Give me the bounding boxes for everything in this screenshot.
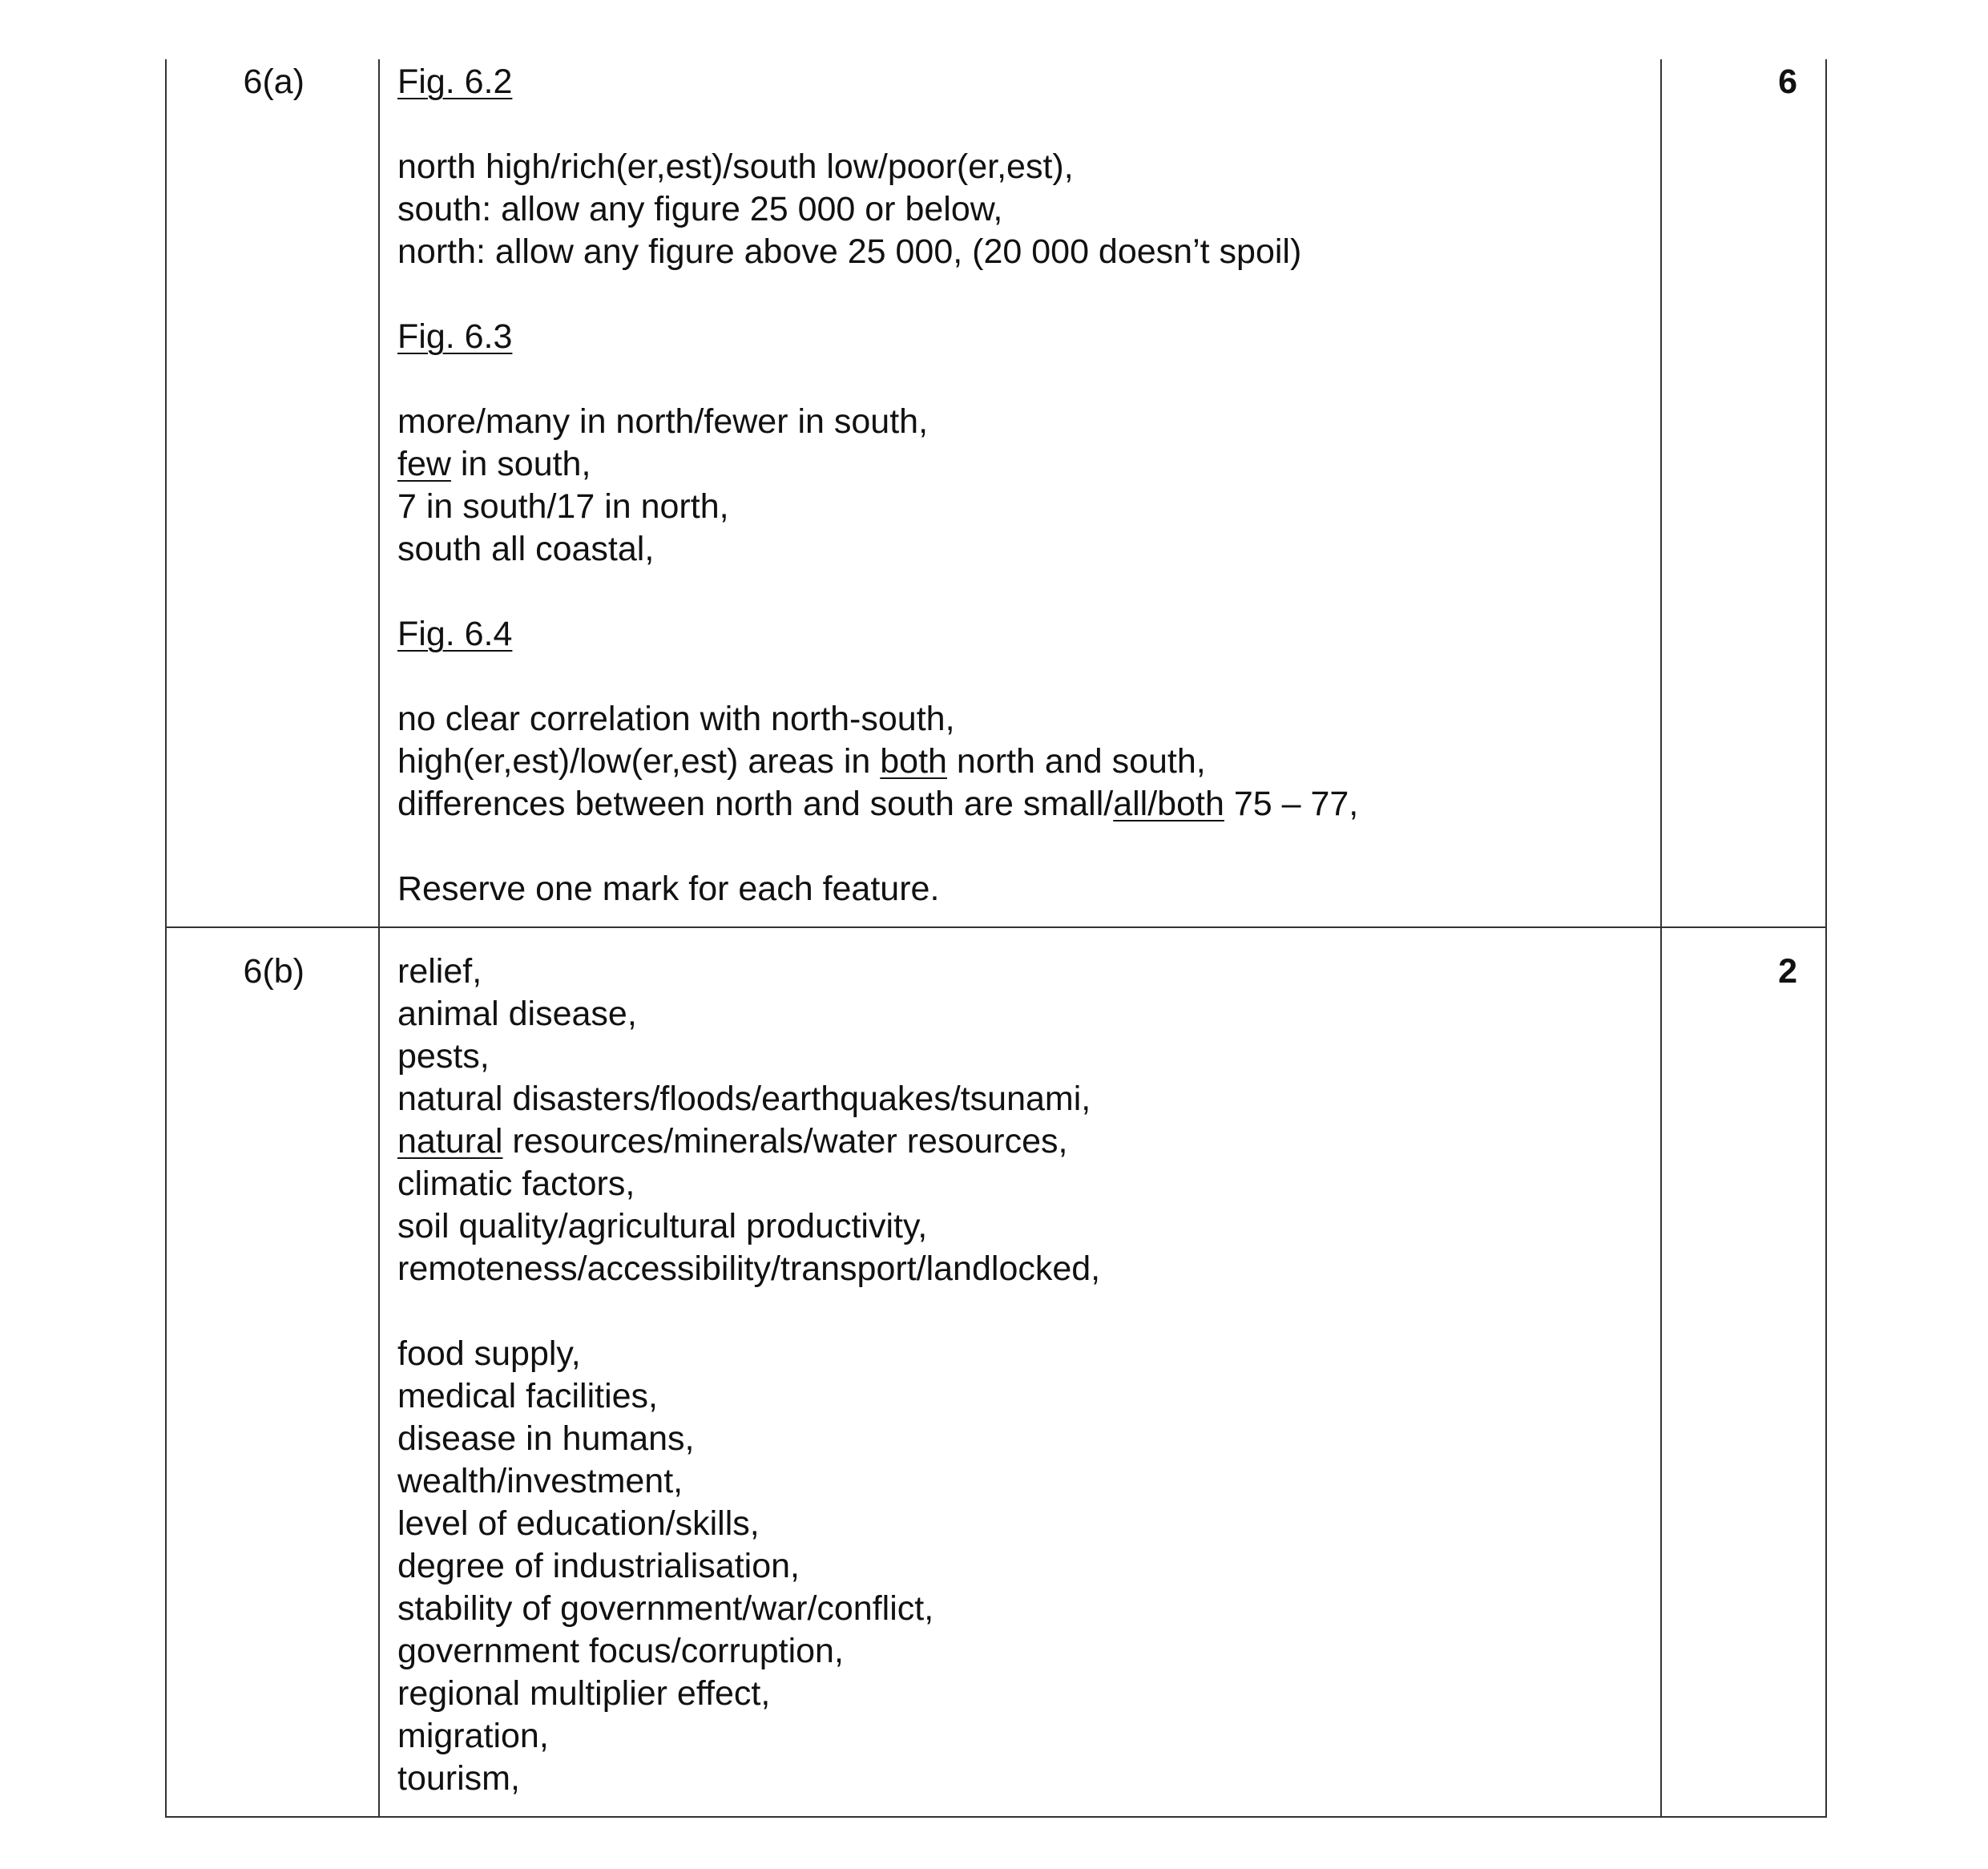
fig-6-4-heading: Fig. 6.4	[397, 615, 513, 653]
answer-text: in south,	[450, 445, 591, 483]
answer-line: relief,	[397, 952, 482, 991]
answer-line: north: allow any figure above 25 000, (20 000 doesn’t spoil)	[397, 232, 1302, 271]
answer-line: soil quality/agricultural productivity,	[397, 1207, 928, 1245]
answer-cell-6b	[379, 927, 1661, 1817]
fig-6-3-heading: Fig. 6.3	[397, 317, 513, 356]
table-row-6b	[166, 927, 1826, 1817]
answer-text: high(er,est)/low(er,est) areas in	[397, 742, 881, 781]
underlined-word: few	[397, 445, 451, 483]
reserve-note: Reserve one mark for each feature.	[397, 870, 940, 908]
answer-text: resources/minerals/water resources,	[502, 1122, 1068, 1161]
answer-line: south all coastal,	[397, 530, 655, 568]
answer-line: stability of government/war/conflict,	[397, 1589, 934, 1628]
answer-line: remoteness/accessibility/transport/landlocked,	[397, 1249, 1101, 1288]
answer-line: migration,	[397, 1717, 549, 1755]
answer-line	[397, 443, 1652, 486]
answer-line: degree of industrialisation,	[397, 1547, 800, 1585]
answer-line: animal disease,	[397, 995, 637, 1033]
answer-line: north high/rich(er,est)/south low/poor(er,est),	[397, 147, 1074, 186]
answer-line: 7 in south/17 in north,	[397, 487, 729, 526]
answer-line: food supply,	[397, 1334, 581, 1373]
answer-line: tourism,	[397, 1759, 520, 1798]
answer-cell-6a	[379, 59, 1661, 927]
answer-line: climatic factors,	[397, 1165, 635, 1203]
marks-value: 6	[1661, 59, 1826, 927]
table-row-6a	[166, 59, 1826, 927]
answer-line: pests,	[397, 1037, 490, 1076]
answer-line: regional multiplier effect,	[397, 1674, 771, 1713]
answer-line: government focus/corruption,	[397, 1632, 844, 1670]
answer-line	[397, 1120, 1652, 1163]
answer-line: level of education/skills,	[397, 1504, 760, 1543]
marks-value: 2	[1661, 927, 1826, 1817]
answer-text: differences between north and south are small/	[397, 785, 1114, 823]
answer-line: south: allow any figure 25 000 or below,	[397, 190, 1003, 228]
answer-line: no clear correlation with north-south,	[397, 700, 955, 738]
answer-line: disease in humans,	[397, 1419, 695, 1458]
answer-line: medical facilities,	[397, 1377, 658, 1415]
answer-text: 75 – 77,	[1224, 785, 1359, 823]
fig-6-2-heading: Fig. 6.2	[397, 63, 513, 101]
question-number: 6(b)	[166, 927, 379, 1817]
answer-line: more/many in north/fewer in south,	[397, 402, 929, 441]
mark-scheme-table	[165, 59, 1827, 1818]
underlined-word: all/both	[1113, 785, 1224, 823]
underlined-word: natural	[397, 1122, 503, 1161]
answer-line: natural disasters/floods/earthquakes/tsunami,	[397, 1080, 1091, 1118]
answer-line	[397, 783, 1652, 826]
question-number: 6(a)	[166, 59, 379, 927]
underlined-word: both	[880, 742, 947, 781]
answer-line	[397, 741, 1652, 783]
answer-line: wealth/investment,	[397, 1462, 684, 1500]
answer-text: north and south,	[946, 742, 1206, 781]
